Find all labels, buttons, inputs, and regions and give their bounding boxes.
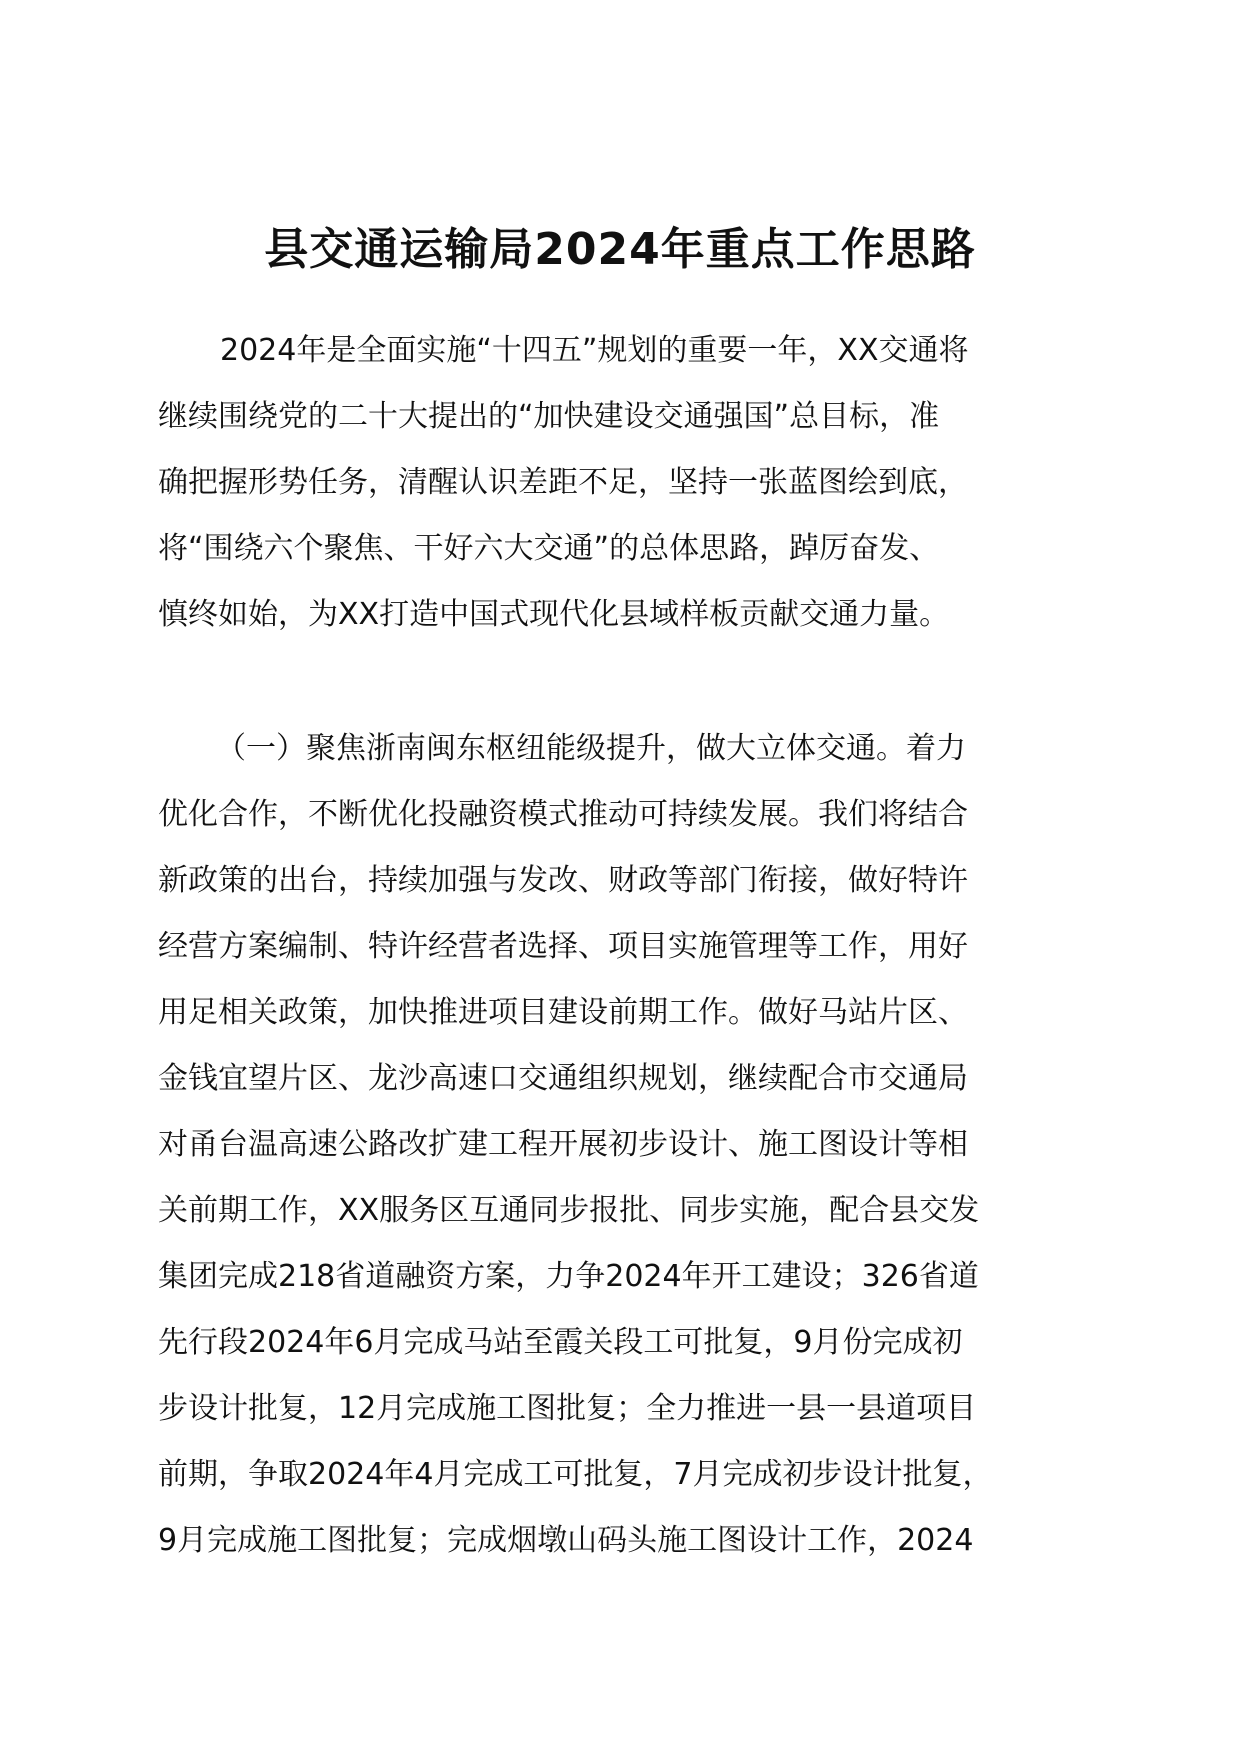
paragraph-line: 9月完成施工图批复；完成烟墩山码头施工图设计工作，2024 <box>158 1523 974 1558</box>
paragraph-line: 继续围绕党的二十大提出的“加快建设交通强国”总目标，准 <box>158 399 940 434</box>
paragraph-line: 确把握形势任务，清醒认识差距不足，坚持一张蓝图绘到底， <box>158 465 968 500</box>
intro-paragraph <box>158 318 1088 648</box>
paragraph-line: 对甬台温高速公路改扩建工程开展初步设计、施工图设计等相 <box>158 1127 968 1162</box>
paragraph-line: 将“围绕六个聚焦、干好六大交通”的总体思路，踔厉奋发、 <box>158 531 940 566</box>
paragraph-line: 步设计批复，12月完成施工图批复；全力推进一县一县道项目 <box>158 1391 977 1426</box>
paragraph-line: 优化合作，不断优化投融资模式推动可持续发展。我们将结合 <box>158 797 968 832</box>
paragraph-line: 新政策的出台，持续加强与发改、财政等部门衔接，做好特许 <box>158 863 968 898</box>
document-title: 县交通运输局2024年重点工作思路 <box>264 224 976 275</box>
paragraph-line: 慎终如始，为XX打造中国式现代化县域样板贡献交通力量。 <box>158 597 950 632</box>
paragraph-line: 经营方案编制、特许经营者选择、项目实施管理等工作，用好 <box>158 929 968 964</box>
section-one-paragraph <box>158 716 1088 1574</box>
paragraph-line: 金钱宜望片区、龙沙高速口交通组织规划，继续配合市交通局 <box>158 1061 968 1096</box>
paragraph-line: 集团完成218省道融资方案，力争2024年开工建设；326省道 <box>158 1259 979 1294</box>
paragraph-line: 关前期工作，XX服务区互通同步报批、同步实施，配合县交发 <box>158 1193 980 1228</box>
paragraph-line: 前期，争取2024年4月完成工可批复，7月完成初步设计批复， <box>158 1457 993 1492</box>
paragraph-line: 先行段2024年6月完成马站至霞关段工可批复，9月份完成初 <box>158 1325 963 1360</box>
paragraph-line: 2024年是全面实施“十四五”规划的重要一年，XX交通将 <box>220 333 969 368</box>
paragraph-line: （一）聚焦浙南闽东枢纽能级提升，做大立体交通。着力 <box>216 731 966 766</box>
paragraph-line: 用足相关政策，加快推进项目建设前期工作。做好马站片区、 <box>158 995 968 1030</box>
